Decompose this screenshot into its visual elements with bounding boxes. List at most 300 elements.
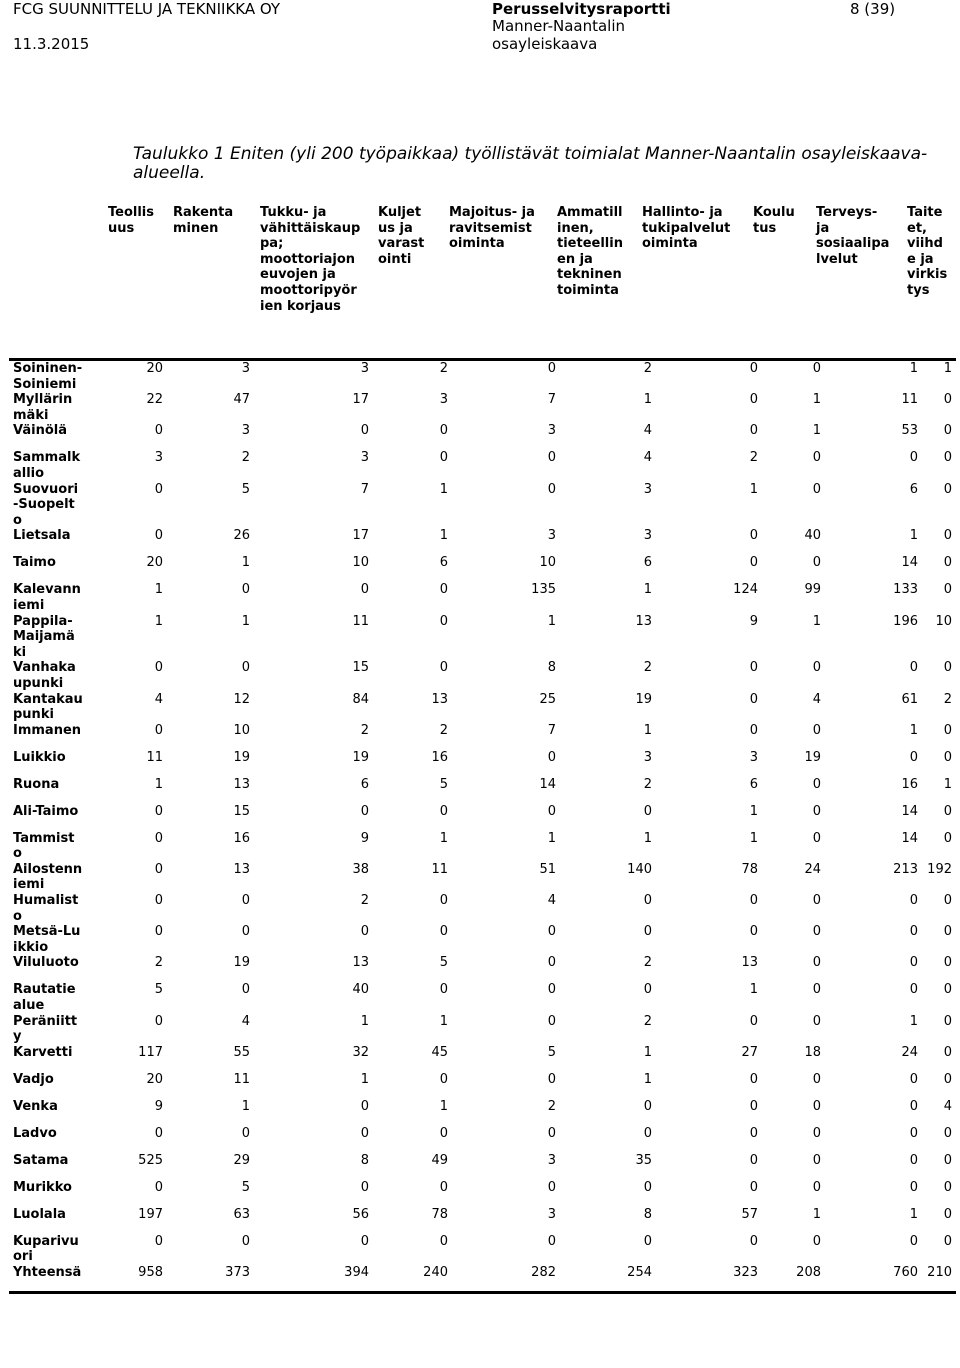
- table-cell: 1: [749, 803, 758, 819]
- table-cell: 0: [439, 1233, 448, 1249]
- table-cell: 0: [909, 955, 918, 971]
- table-cell: 10: [352, 555, 369, 571]
- table-cell: 38: [352, 861, 369, 877]
- table-cell: 26: [233, 528, 250, 544]
- table-cell: 0: [749, 1098, 758, 1114]
- table-cell: 40: [352, 982, 369, 998]
- table-cell: 0: [943, 893, 952, 909]
- table-cell: 9: [154, 1098, 163, 1114]
- table-cell: 4: [241, 1013, 250, 1029]
- report-title: Perusselvitysraportti: [492, 0, 671, 18]
- table-cell: 1: [360, 1071, 369, 1087]
- table-cell: 10: [935, 613, 952, 629]
- table-cell: 0: [943, 528, 952, 544]
- table-cell: 3: [547, 528, 556, 544]
- table-cell: 2: [749, 450, 758, 466]
- table-cell: 1: [154, 582, 163, 598]
- table-cell: 0: [943, 481, 952, 497]
- area-name: Sammalkallio: [13, 450, 81, 481]
- table-cell: 0: [943, 1125, 952, 1141]
- table-cell: 3: [547, 423, 556, 439]
- table-cell: 2: [943, 691, 952, 707]
- table-cell: 4: [154, 691, 163, 707]
- table-cell: 0: [241, 924, 250, 940]
- table-cell: 0: [943, 749, 952, 765]
- table-cell: 3: [749, 749, 758, 765]
- table-cell: 49: [431, 1152, 448, 1168]
- table-cell: 0: [643, 1125, 652, 1141]
- table-cell: 0: [547, 924, 556, 940]
- table-cell: 1: [547, 613, 556, 629]
- table-cell: 1: [909, 1206, 918, 1222]
- table-cell: 0: [241, 893, 250, 909]
- area-name: Viluluoto: [13, 955, 79, 971]
- table-cell: 1: [241, 555, 250, 571]
- table-row: [9, 482, 956, 529]
- employment-table: [9, 358, 956, 1294]
- table-cell: 78: [431, 1206, 448, 1222]
- table-cell: 0: [360, 582, 369, 598]
- area-name: Kuparivuori: [13, 1233, 79, 1265]
- table-cell: 0: [749, 1233, 758, 1249]
- table-cell: 0: [547, 1013, 556, 1029]
- table-cell: 0: [812, 982, 821, 998]
- table-row: [9, 1265, 956, 1292]
- table-cell: 0: [749, 1125, 758, 1141]
- table-cell: 192: [927, 861, 952, 877]
- table-cell: 0: [547, 481, 556, 497]
- table-cell: 16: [233, 830, 250, 846]
- table-cell: 0: [547, 803, 556, 819]
- table-cell: 25: [539, 691, 556, 707]
- table-cell: 0: [749, 392, 758, 408]
- table-cell: 16: [901, 776, 918, 792]
- area-name: Satama: [13, 1152, 69, 1168]
- table-cell: 210: [918, 1265, 956, 1292]
- table-cell: 0: [943, 555, 952, 571]
- table-cell: 0: [154, 893, 163, 909]
- column-header: Rakenta minen: [173, 205, 234, 236]
- area-name: Peräniitty: [13, 1013, 78, 1045]
- report-date: 11.3.2015: [13, 35, 90, 53]
- table-cell: 10: [539, 555, 556, 571]
- table-cell: 13: [741, 955, 758, 971]
- table-cell: 0: [241, 982, 250, 998]
- table-cell: 0: [439, 423, 448, 439]
- table-cell: 0: [943, 1233, 952, 1249]
- table-cell: 0: [812, 1179, 821, 1195]
- table-cell: 2: [154, 955, 163, 971]
- table-cell: 0: [749, 722, 758, 738]
- table-cell: 9: [749, 613, 758, 629]
- table-cell: 0: [749, 555, 758, 571]
- table-row: [9, 982, 956, 1013]
- table-cell: 0: [812, 722, 821, 738]
- table-cell: 14: [539, 776, 556, 792]
- table-cell: 0: [154, 722, 163, 738]
- area-name: Luikkio: [13, 749, 66, 765]
- table-cell: 1: [154, 613, 163, 629]
- table-cell: 1: [547, 830, 556, 846]
- table-cell: 6: [749, 776, 758, 792]
- table-cell: 135: [531, 582, 556, 598]
- table-cell: 32: [352, 1044, 369, 1060]
- table-cell: 0: [943, 582, 952, 598]
- area-name: Luolala: [13, 1206, 66, 1222]
- table-cell: 1: [909, 722, 918, 738]
- table-cell: 2: [643, 660, 652, 676]
- table-cell: 5: [547, 1044, 556, 1060]
- table-cell: 133: [893, 582, 918, 598]
- table-cell: 2: [439, 722, 448, 738]
- table-cell: 0: [812, 893, 821, 909]
- table-cell: 0: [749, 528, 758, 544]
- area-name: Kantakaupunki: [13, 691, 83, 723]
- table-cell: 124: [733, 582, 758, 598]
- table-cell: 0: [154, 660, 163, 676]
- table-row: [9, 1126, 956, 1153]
- area-name: Yhteensä: [9, 1265, 83, 1292]
- area-name: Immanen: [13, 722, 82, 738]
- table-cell: 0: [812, 1098, 821, 1114]
- table-row: [9, 1234, 956, 1265]
- table-cell: 0: [643, 1179, 652, 1195]
- table-cell: 4: [643, 450, 652, 466]
- table-cell: 3: [547, 1206, 556, 1222]
- table-cell: 1: [439, 1098, 448, 1114]
- area-name: Ailostenniemi: [13, 861, 83, 893]
- table-cell: 10: [233, 722, 250, 738]
- table-cell: 0: [241, 1125, 250, 1141]
- table-cell: 0: [812, 1233, 821, 1249]
- area-name: Rautatiealue: [13, 982, 76, 1014]
- table-cell: 0: [652, 360, 758, 393]
- table-cell: 0: [943, 722, 952, 738]
- report-subtitle-line1: Manner-Naantalin: [492, 17, 626, 35]
- table-cell: 0: [643, 893, 652, 909]
- table-cell: 0: [909, 1152, 918, 1168]
- table-cell: 0: [812, 555, 821, 571]
- table-cell: 1: [439, 528, 448, 544]
- table-cell: 0: [749, 1179, 758, 1195]
- table-cell: 0: [439, 893, 448, 909]
- table-cell: 20: [83, 360, 163, 393]
- table-cell: 1: [812, 392, 821, 408]
- table-cell: 0: [909, 1125, 918, 1141]
- table-cell: 19: [233, 955, 250, 971]
- table-cell: 0: [360, 1098, 369, 1114]
- table-cell: 1: [241, 613, 250, 629]
- area-name: Vanhakaupunki: [13, 660, 76, 691]
- table-cell: 13: [635, 613, 652, 629]
- table-cell: 0: [154, 803, 163, 819]
- table-cell: 0: [439, 803, 448, 819]
- area-name: Väinölä: [13, 423, 67, 439]
- table-cell: 8: [360, 1152, 369, 1168]
- table-cell: 2: [643, 776, 652, 792]
- table-cell: 1: [360, 1013, 369, 1029]
- table-row: [9, 804, 956, 831]
- table-cell: 0: [943, 1044, 952, 1060]
- table-cell: 0: [812, 803, 821, 819]
- table-cell: 14: [901, 803, 918, 819]
- table-cell: 3: [360, 450, 369, 466]
- table-cell: 14: [901, 830, 918, 846]
- table-cell: 0: [439, 1071, 448, 1087]
- column-header: Ammatill inen, tieteellin en ja tekninen toiminta: [557, 205, 623, 298]
- table-cell: 0: [547, 982, 556, 998]
- table-cell: 0: [943, 924, 952, 940]
- table-row: [9, 582, 956, 613]
- table-cell: 0: [909, 1098, 918, 1114]
- table-cell: 11: [233, 1071, 250, 1087]
- table-cell: 0: [439, 450, 448, 466]
- report-subtitle-line2: osayleiskaava: [492, 35, 598, 53]
- table-cell: 1: [909, 1013, 918, 1029]
- table-cell: 117: [138, 1044, 163, 1060]
- table-cell: 0: [547, 955, 556, 971]
- table-cell: 0: [943, 660, 952, 676]
- table-cell: 17: [352, 528, 369, 544]
- table-cell: 0: [547, 450, 556, 466]
- table-cell: 0: [943, 1206, 952, 1222]
- table-cell: 0: [909, 1071, 918, 1087]
- table-cell: 4: [943, 1098, 952, 1114]
- table-cell: 0: [749, 893, 758, 909]
- table-cell: 0: [943, 1071, 952, 1087]
- table-cell: 15: [352, 660, 369, 676]
- column-header: Taite et, viihd e ja virkis tys: [907, 205, 948, 298]
- table-cell: 24: [901, 1044, 918, 1060]
- table-cell: 6: [909, 481, 918, 497]
- table-cell: 0: [547, 1071, 556, 1087]
- table-cell: 0: [943, 392, 952, 408]
- table-cell: 2: [241, 450, 250, 466]
- table-cell: 0: [360, 1125, 369, 1141]
- table-row: [9, 1014, 956, 1045]
- table-cell: 7: [360, 481, 369, 497]
- table-cell: 3: [154, 450, 163, 466]
- table-cell: 4: [812, 691, 821, 707]
- table-cell: 0: [154, 1013, 163, 1029]
- table-cell: 373: [163, 1265, 250, 1292]
- table-cell: 1: [943, 776, 952, 792]
- table-cell: 0: [360, 1233, 369, 1249]
- table-cell: 0: [943, 955, 952, 971]
- table-row: [9, 528, 956, 555]
- table-cell: 0: [943, 1179, 952, 1195]
- table-cell: 0: [812, 955, 821, 971]
- table-cell: 1: [439, 481, 448, 497]
- table-cell: 16: [431, 749, 448, 765]
- table-cell: 0: [943, 1152, 952, 1168]
- table-cell: 760: [821, 1265, 918, 1292]
- table-cell: 394: [250, 1265, 369, 1292]
- table-cell: 63: [233, 1206, 250, 1222]
- table-cell: 0: [154, 528, 163, 544]
- table-cell: 0: [943, 830, 952, 846]
- table-cell: 4: [547, 893, 556, 909]
- table-cell: 1: [812, 1206, 821, 1222]
- table-cell: 8: [643, 1206, 652, 1222]
- table-cell: 323: [652, 1265, 758, 1292]
- table-cell: 0: [154, 481, 163, 497]
- table-cell: 13: [233, 861, 250, 877]
- area-name: Ladvo: [13, 1125, 57, 1141]
- table-cell: 24: [804, 861, 821, 877]
- column-header: Majoitus- ja ravitsemist oiminta: [449, 205, 535, 252]
- table-cell: 0: [812, 1125, 821, 1141]
- table-cell: 0: [909, 982, 918, 998]
- table-row: [9, 777, 956, 804]
- table-cell: 0: [909, 924, 918, 940]
- table-cell: 1: [643, 722, 652, 738]
- table-cell: 3: [643, 481, 652, 497]
- table-cell: 3: [547, 1152, 556, 1168]
- table-cell: 9: [360, 830, 369, 846]
- table-cell: 12: [233, 691, 250, 707]
- area-name: Ruona: [13, 776, 60, 792]
- table-cell: 0: [749, 1013, 758, 1029]
- table-cell: 40: [804, 528, 821, 544]
- table-cell: 4: [643, 423, 652, 439]
- table-cell: 84: [352, 691, 369, 707]
- table-cell: 0: [758, 360, 821, 393]
- table-cell: 19: [804, 749, 821, 765]
- table-cell: 0: [241, 1233, 250, 1249]
- column-header: Kuljet us ja varast ointi: [378, 205, 425, 267]
- table-cell: 78: [741, 861, 758, 877]
- table-cell: 1: [439, 830, 448, 846]
- column-header: Terveys- ja sosiaalipa lvelut: [816, 205, 890, 267]
- table-cell: 0: [943, 982, 952, 998]
- table-cell: 2: [643, 1013, 652, 1029]
- column-header: Hallinto- ja tukipalvelut oiminta: [642, 205, 731, 252]
- table-cell: 0: [909, 660, 918, 676]
- table-cell: 7: [547, 722, 556, 738]
- table-cell: 14: [901, 555, 918, 571]
- column-header: Teollis uus: [108, 205, 154, 236]
- table-cell: 1: [812, 613, 821, 629]
- table-cell: 17: [352, 392, 369, 408]
- table-cell: 0: [943, 450, 952, 466]
- table-cell: 0: [154, 1233, 163, 1249]
- table-cell: 213: [893, 861, 918, 877]
- table-cell: 525: [138, 1152, 163, 1168]
- table-cell: 0: [154, 861, 163, 877]
- table-cell: 1: [643, 1044, 652, 1060]
- table-cell: 3: [643, 528, 652, 544]
- area-name: Humalisto: [13, 893, 79, 924]
- table-cell: 6: [360, 776, 369, 792]
- table-cell: 3: [643, 749, 652, 765]
- table-cell: 0: [749, 660, 758, 676]
- table-cell: 0: [643, 924, 652, 940]
- area-name: Pappila-Maijamäki: [13, 613, 75, 660]
- area-name: Soininen-Soiniemi: [9, 360, 83, 393]
- table-cell: 0: [547, 749, 556, 765]
- table-cell: 0: [439, 1179, 448, 1195]
- table-cell: 2: [556, 360, 652, 393]
- table-row: [9, 1072, 956, 1099]
- table-cell: 0: [154, 830, 163, 846]
- table-cell: 0: [439, 1125, 448, 1141]
- table-cell: 1: [643, 582, 652, 598]
- table-cell: 53: [901, 423, 918, 439]
- table-cell: 0: [643, 982, 652, 998]
- table-cell: 2: [360, 893, 369, 909]
- table-cell: 0: [812, 924, 821, 940]
- table-cell: 5: [241, 1179, 250, 1195]
- table-cell: 3: [163, 360, 250, 393]
- table-cell: 1: [909, 528, 918, 544]
- table-cell: 208: [758, 1265, 821, 1292]
- table-cell: 282: [448, 1265, 556, 1292]
- table-row: [9, 423, 956, 450]
- table-cell: 0: [812, 1152, 821, 1168]
- table-cell: 56: [352, 1206, 369, 1222]
- table-cell: 0: [909, 893, 918, 909]
- table-cell: 7: [547, 392, 556, 408]
- table-cell: 0: [439, 924, 448, 940]
- table-row: [9, 750, 956, 777]
- table-cell: 1: [749, 481, 758, 497]
- area-name: Metsä-Luikkio: [13, 924, 81, 955]
- table-cell: 3: [241, 423, 250, 439]
- table-cell: 0: [749, 924, 758, 940]
- page-number: 8 (39): [850, 0, 896, 18]
- table-cell: 254: [556, 1265, 652, 1292]
- area-name: Karvetti: [13, 1044, 73, 1060]
- table-cell: 1: [154, 776, 163, 792]
- table-cell: 19: [635, 691, 652, 707]
- table-cell: 22: [146, 392, 163, 408]
- table-cell: 0: [909, 450, 918, 466]
- table-cell: 0: [812, 1013, 821, 1029]
- table-cell: 0: [439, 613, 448, 629]
- table-row: [9, 450, 956, 481]
- table-cell: 0: [943, 423, 952, 439]
- table-cell: 0: [643, 1233, 652, 1249]
- table-cell: 0: [360, 924, 369, 940]
- table-row: [9, 555, 956, 582]
- table-cell: 0: [360, 423, 369, 439]
- area-name: Suovuori-Suopelto: [13, 481, 79, 528]
- area-name: Kalevanniemi: [13, 582, 81, 613]
- table-row: [9, 831, 956, 862]
- table-cell: 958: [83, 1265, 163, 1292]
- table-cell: 0: [448, 360, 556, 393]
- table-cell: 0: [812, 1071, 821, 1087]
- table-cell: 99: [804, 582, 821, 598]
- table-cell: 0: [360, 1179, 369, 1195]
- area-name: Taimo: [13, 555, 56, 571]
- table-cell: 61: [901, 691, 918, 707]
- table-row: [9, 862, 956, 893]
- table-cell: 0: [812, 481, 821, 497]
- company-name: FCG SUUNNITTELU JA TEKNIIKKA OY: [13, 0, 281, 18]
- table-cell: 6: [439, 555, 448, 571]
- table-row: [9, 1099, 956, 1126]
- table-cell: 0: [749, 1071, 758, 1087]
- table-cell: 2: [643, 955, 652, 971]
- page-header: [0, 0, 960, 60]
- area-name: Ali-Taimo: [13, 803, 79, 819]
- table-cell: 0: [909, 1233, 918, 1249]
- table-row: [9, 692, 956, 723]
- area-name: Vadjo: [13, 1071, 54, 1087]
- table-cell: 11: [352, 613, 369, 629]
